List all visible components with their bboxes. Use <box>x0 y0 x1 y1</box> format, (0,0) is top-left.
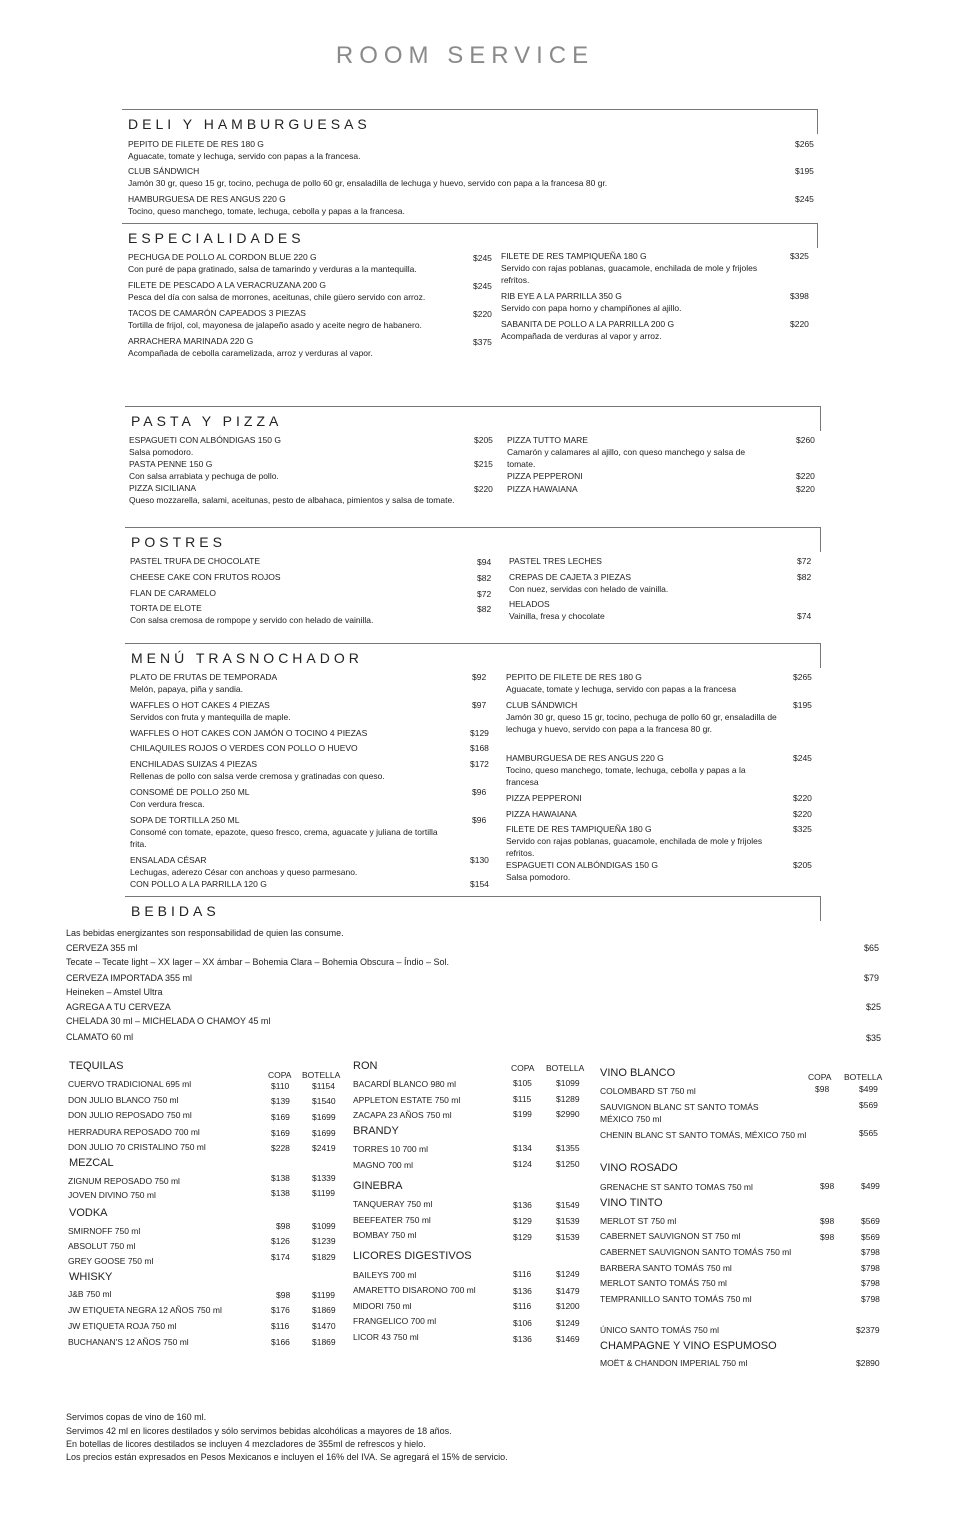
drink-name: BAILEYS 700 ml <box>353 1270 417 1280</box>
menu-item: CHEESE CAKE CON FRUTOS ROJOS <box>130 572 281 582</box>
category-title: VINO BLANCO <box>600 1067 676 1079</box>
menu-price: $96 <box>472 815 487 825</box>
drink-name: APPLETON ESTATE 750 ml <box>353 1095 461 1105</box>
menu-item: FLAN DE CARAMELO <box>130 588 216 598</box>
menu-item: FILETE DE PESCADO A LA VERACRUZANA 200 G Pesca del día con salsa de morrones, aceitunas, chile güero servido con arroz. <box>128 280 426 302</box>
drink-price: $35 <box>866 1033 882 1043</box>
drink-name: ÚNICO SANTO TOMÁS 750 ml <box>600 1325 720 1335</box>
drink-name: LICOR 43 750 ml <box>353 1332 419 1342</box>
menu-item: HELADOS Vainilla, fresa y chocolate <box>509 599 605 621</box>
drink-name: BACARDÍ BLANCO 980 ml <box>353 1079 456 1089</box>
menu-item: PIZZA HAWAIANA <box>506 809 577 819</box>
menu-price: $72 <box>477 589 492 599</box>
drink-name: MERLOT ST 750 ml <box>600 1216 677 1226</box>
note: Servimos copas de vino de 160 ml. <box>66 1412 207 1422</box>
botella-price: $1355 <box>556 1143 580 1153</box>
menu-item: CREPAS DE CAJETA 3 PIEZAS Con nuez, servidas con helado de vainilla. <box>509 572 669 594</box>
page-title: ROOM SERVICE <box>335 42 595 69</box>
botella-price: $569 <box>861 1216 880 1226</box>
drink-name: ZIGNUM REPOSADO 750 ml <box>68 1176 180 1186</box>
drink-name: CHENIN BLANC ST SANTO TOMÁS, MÉXICO 750 ml <box>600 1130 807 1140</box>
menu-price: $82 <box>477 573 492 583</box>
drink-name: MAGNO 700 ml <box>353 1160 413 1170</box>
drink-name: TANQUERAY 750 ml <box>353 1199 433 1209</box>
copa-price: $134 <box>513 1143 532 1153</box>
drink-name: DON JULIO 70 CRISTALINO 750 ml <box>68 1142 206 1152</box>
menu-price: $129 <box>470 728 489 738</box>
menu-item: PIZZA PEPPERONI <box>506 793 582 803</box>
menu-item: TORTA DE ELOTE Con salsa cremosa de rompope y servido con helado de vainilla. <box>130 603 374 625</box>
menu-price: $205 <box>793 860 812 870</box>
drink-name: JOVEN DIVINO 750 ml <box>68 1190 156 1200</box>
drink-name: JW ETIQUETA NEGRA 12 AÑOS 750 ml <box>68 1305 222 1315</box>
menu-price: $94 <box>477 557 492 567</box>
menu-price: $220 <box>793 809 812 819</box>
menu-item: SABANITA DE POLLO A LA PARRILLA 200 G Acompañada de verduras al vapor y arroz. <box>501 319 675 341</box>
menu-item: PIZZA SICILIANA Queso mozzarella, salami, aceitunas, pesto de albahaca, pimientos y salsa de tomate. <box>129 483 455 505</box>
botella-price: $2890 <box>856 1358 880 1368</box>
copa-price: $136 <box>513 1200 532 1210</box>
menu-price: $72 <box>797 556 812 566</box>
menu-price: $220 <box>473 309 492 319</box>
menu-item: PEPITO DE FILETE DE RES 180 G Aguacate, tomate y lechuga, servido con papas a la francesa. <box>128 139 361 161</box>
category-title: CHAMPAGNE Y VINO ESPUMOSO <box>600 1340 777 1352</box>
botella-price: $1869 <box>312 1305 336 1315</box>
section-header-especialidades <box>122 223 818 248</box>
botella-price: $1539 <box>556 1232 580 1242</box>
copa-price: $126 <box>271 1236 290 1246</box>
botella-label: BOTELLA <box>844 1072 883 1082</box>
menu-price: $245 <box>473 253 492 263</box>
menu-item: FILETE DE RES TAMPIQUEÑA 180 G Servido con rajas poblanas, guacamole, enchilada de mole y frijoles refritos. <box>506 824 763 858</box>
drink-name: COLOMBARD ST 750 ml <box>600 1086 696 1096</box>
copa-label: COPA <box>511 1063 535 1073</box>
menu-price: $220 <box>793 793 812 803</box>
drink-name: J&B 750 ml <box>68 1289 112 1299</box>
section-title: MENÚ TRASNOCHADOR <box>131 650 363 666</box>
copa-price: $169 <box>271 1112 290 1122</box>
drink-item: CLAMATO 60 ml <box>66 1032 134 1042</box>
category-title: BRANDY <box>353 1125 399 1137</box>
drink-item: CERVEZA IMPORTADA 355 ml Heineken – Amstel Ultra <box>66 973 193 997</box>
category-title: WHISKY <box>69 1271 113 1283</box>
drink-name: GRENACHE ST SANTO TOMAS 750 ml <box>600 1182 753 1192</box>
botella-price: $1470 <box>312 1321 336 1331</box>
category-title: GINEBRA <box>353 1180 403 1192</box>
copa-price: $116 <box>271 1321 290 1331</box>
drink-name: FRANGELICO 700 ml <box>353 1316 437 1326</box>
drink-name: GREY GOOSE 750 ml <box>68 1256 154 1266</box>
drink-name: MOËT & CHANDON IMPERIAL 750 ml <box>600 1358 748 1368</box>
note: En botellas de licores destilados se incluyen 4 mezcladores de 355ml de refrescos y hielo. <box>66 1439 426 1449</box>
drink-name: SMIRNOFF 750 ml <box>68 1226 141 1236</box>
menu-price: $265 <box>793 672 812 682</box>
menu-item: PASTEL TRES LECHES <box>509 556 602 566</box>
menu-price: $130 <box>470 855 489 865</box>
drink-price: $79 <box>864 973 880 983</box>
copa-price: $228 <box>271 1143 290 1153</box>
drink-name: ZACAPA 23 AÑOS 750 ml <box>353 1110 452 1120</box>
copa-price: $136 <box>513 1286 532 1296</box>
botella-price: $798 <box>861 1278 880 1288</box>
botella-price: $1469 <box>556 1334 580 1344</box>
botella-price: $499 <box>861 1181 880 1191</box>
menu-item: TACOS DE CAMARÓN CAPEADOS 3 PIEZAS Tortilla de frijol, col, mayonesa de jalapeño asado y aceite negro de habanero. <box>128 308 422 330</box>
menu-item: ESPAGUETI CON ALBÓNDIGAS 150 G Salsa pomodoro. <box>506 860 658 882</box>
botella-price: $569 <box>861 1232 880 1242</box>
section-title: POSTRES <box>131 534 226 550</box>
copa-price: $174 <box>271 1252 290 1262</box>
menu-item: HAMBURGUESA DE RES ANGUS 220 G Tocino, queso manchego, tomate, lechuga, cebolla y papas a la francesa <box>506 753 746 787</box>
menu-item: PASTEL TRUFA DE CHOCOLATE <box>130 556 261 566</box>
botella-price: $1249 <box>556 1318 580 1328</box>
menu-price: $96 <box>472 787 487 797</box>
menu-price: $325 <box>790 251 809 261</box>
menu-item: ARRACHERA MARINADA 220 G Acompañada de cebolla caramelizada, arroz y verduras al vapor. <box>128 336 373 358</box>
section-header-trasnochador <box>125 643 821 668</box>
botella-price: $1549 <box>556 1200 580 1210</box>
copa-price: $98 <box>276 1290 291 1300</box>
copa-price: $129 <box>513 1216 532 1226</box>
botella-price: $798 <box>861 1263 880 1273</box>
copa-price: $169 <box>271 1128 290 1138</box>
menu-item: SOPA DE TORTILLA 250 ML Consomé con tomate, epazote, queso fresco, crema, aguacate y juliana de tortilla frita. <box>130 815 438 849</box>
drink-name: HERRADURA REPOSADO 700 ml <box>68 1127 200 1137</box>
botella-price: $565 <box>859 1128 878 1138</box>
drink-name: TEMPRANILLO SANTO TOMÁS 750 ml <box>600 1294 752 1304</box>
botella-price: $1199 <box>312 1188 336 1198</box>
menu-item: CHILAQUILES ROJOS O VERDES CON POLLO O HUEVO <box>130 743 358 753</box>
botella-price: $1699 <box>312 1112 336 1122</box>
category-title: VODKA <box>69 1207 108 1219</box>
menu-price: $205 <box>474 435 493 445</box>
menu-item: WAFFLES O HOT CAKES CON JAMÓN O TOCINO 4 PIEZAS <box>130 728 368 738</box>
menu-item: PIZZA HAWAIANA <box>507 484 578 494</box>
category-title: RON <box>353 1060 378 1072</box>
menu-item: PIZZA PEPPERONI <box>507 471 583 481</box>
menu-price: $215 <box>474 459 493 469</box>
copa-price: $98 <box>820 1181 835 1191</box>
botella-price: $798 <box>861 1247 880 1257</box>
drink-item: CERVEZA 355 ml Tecate – Tecate light – XX lager – XX ámbar – Bohemia Clara – Bohemia Obscura – Índio – Sol. <box>66 943 450 967</box>
botella-price: $798 <box>861 1294 880 1304</box>
botella-price: $1099 <box>312 1221 336 1231</box>
botella-price: $1154 <box>312 1081 336 1091</box>
section-header-bebidas <box>125 896 821 921</box>
category-title: TEQUILAS <box>69 1060 124 1072</box>
menu-item: CLUB SÁNDWICH Jamón 30 gr, queso 15 gr, tocino, pechuga de pollo 60 gr, ensaladilla de lechuga y huevo, servido con papa a la francesa 80 gr. <box>128 166 608 188</box>
botella-price: $1200 <box>556 1301 580 1311</box>
category-title: VINO TINTO <box>600 1197 663 1209</box>
menu-price: $154 <box>470 879 489 889</box>
drink-name: TORRES 10 700 ml <box>353 1144 428 1154</box>
copa-price: $106 <box>513 1318 532 1328</box>
menu-price: $92 <box>472 672 487 682</box>
section-title: PASTA Y PIZZA <box>131 413 283 429</box>
botella-price: $1239 <box>312 1236 336 1246</box>
drink-name: BARBERA SANTO TOMÁS 750 ml <box>600 1263 732 1273</box>
drink-name: DON JULIO REPOSADO 750 ml <box>68 1110 192 1120</box>
menu-item: CONSOMÉ DE POLLO 250 ML Con verdura fresca. <box>130 787 250 809</box>
menu-price: $220 <box>796 471 815 481</box>
copa-price: $199 <box>513 1109 532 1119</box>
category-title: LICORES DIGESTIVOS <box>353 1250 472 1262</box>
botella-price: $1289 <box>556 1094 580 1104</box>
menu-price: $265 <box>795 139 814 149</box>
botella-label: BOTELLA <box>302 1070 341 1080</box>
menu-item: CLUB SÁNDWICH Jamón 30 gr, queso 15 gr, tocino, pechuga de pollo 60 gr, ensaladilla de lechuga y huevo, servido con papa a la francesa 80 gr. <box>506 700 777 734</box>
disclaimer: Las bebidas energizantes son responsabilidad de quien las consume. <box>66 928 344 938</box>
section-header-deli <box>122 109 818 134</box>
drink-name: MERLOT SANTO TOMÁS 750 ml <box>600 1278 727 1288</box>
botella-price: $1699 <box>312 1128 336 1138</box>
drink-name: CABERNET SAUVIGNON ST 750 ml <box>600 1231 741 1241</box>
copa-price: $176 <box>271 1305 290 1315</box>
botella-price: $499 <box>859 1084 878 1094</box>
note: Los precios están expresados en Pesos Mexicanos e incluyen el 16% del IVA. Se agregará el 15% de servicio. <box>66 1452 508 1462</box>
menu-price: $260 <box>796 435 815 445</box>
copa-price: $166 <box>271 1337 290 1347</box>
drink-price: $65 <box>864 943 880 953</box>
drink-name: JW ETIQUETA ROJA 750 ml <box>68 1321 177 1331</box>
copa-price: $98 <box>815 1084 830 1094</box>
menu-price: $220 <box>796 484 815 494</box>
drink-name: AMARETTO DISARONO 700 ml <box>353 1285 476 1295</box>
botella-price: $2419 <box>312 1143 336 1153</box>
drink-name: ABSOLUT 750 ml <box>68 1241 136 1251</box>
copa-price: $129 <box>513 1232 532 1242</box>
copa-price: $136 <box>513 1334 532 1344</box>
menu-item: HAMBURGUESA DE RES ANGUS 220 G Tocino, queso manchego, tomate, lechuga, cebolla y papas a la francesa. <box>128 194 405 216</box>
menu-item: FILETE DE RES TAMPIQUEÑA 180 G Servido con rajas poblanas, guacamole, enchilada de mole y frijoles refritos. <box>501 251 758 285</box>
drink-name: DON JULIO BLANCO 750 ml <box>68 1095 179 1105</box>
menu-item: PECHUGA DE POLLO AL CORDON BLUE 220 G Con puré de papa gratinado, salsa de tamarindo y verduras a la mantequilla. <box>128 252 417 274</box>
botella-price: $1829 <box>312 1252 336 1262</box>
botella-price: $1250 <box>556 1159 580 1169</box>
copa-price: $138 <box>271 1188 290 1198</box>
menu-price: $172 <box>470 759 489 769</box>
menu-price: $82 <box>797 572 812 582</box>
menu-price: $245 <box>795 194 814 204</box>
copa-price: $138 <box>271 1173 290 1183</box>
menu-price: $220 <box>790 319 809 329</box>
menu-price: $245 <box>473 281 492 291</box>
category-title: MEZCAL <box>69 1157 114 1169</box>
botella-price: $1199 <box>312 1290 336 1300</box>
menu-item: ESPAGUETI CON ALBÓNDIGAS 150 G Salsa pomodoro. <box>129 435 281 457</box>
menu-item: ENSALADA CÉSAR Lechugas, aderezo César con anchoas y queso parmesano. <box>130 855 358 877</box>
botella-price: $1540 <box>312 1096 336 1106</box>
botella-price: $2990 <box>556 1109 580 1119</box>
menu-price: $220 <box>474 484 493 494</box>
drink-price: $25 <box>866 1002 882 1012</box>
drink-name: SAUVIGNON BLANC ST SANTO TOMÁS MÉXICO 750 ml <box>600 1102 759 1124</box>
drink-name: BUCHANAN'S 12 AÑOS 750 ml <box>68 1337 189 1347</box>
menu-item: WAFFLES O HOT CAKES 4 PIEZAS Servidos con fruta y mantequilla de maple. <box>130 700 291 722</box>
copa-price: $110 <box>271 1081 290 1091</box>
menu-price: $375 <box>473 337 492 347</box>
copa-price: $124 <box>513 1159 532 1169</box>
menu-item: RIB EYE A LA PARRILLA 350 G Servido con papa horno y champiñones al ajillo. <box>501 291 682 313</box>
botella-price: $1339 <box>312 1173 336 1183</box>
menu-price: $97 <box>472 700 487 710</box>
copa-price: $98 <box>820 1216 835 1226</box>
drink-name: BOMBAY 750 ml <box>353 1230 417 1240</box>
copa-price: $139 <box>271 1096 290 1106</box>
botella-price: $2379 <box>856 1325 880 1335</box>
menu-item: CON POLLO A LA PARRILLA 120 G <box>130 879 267 889</box>
menu-price: $195 <box>793 700 812 710</box>
menu-price: $325 <box>793 824 812 834</box>
menu-item: PEPITO DE FILETE DE RES 180 G Aguacate, tomate y lechuga, servido con papas a la francesa <box>506 672 737 694</box>
copa-price: $116 <box>513 1301 532 1311</box>
botella-price: $1249 <box>556 1269 580 1279</box>
botella-price: $1539 <box>556 1216 580 1226</box>
copa-label: COPA <box>808 1072 832 1082</box>
copa-price: $116 <box>513 1269 532 1279</box>
copa-label: COPA <box>268 1070 292 1080</box>
section-header-postres <box>125 527 821 552</box>
note: Servimos 42 ml en licores destilados y sólo servimos bebidas alcohólicas a mayores de 18 años. <box>66 1426 452 1436</box>
menu-price: $195 <box>795 166 814 176</box>
menu-price: $74 <box>797 611 812 621</box>
drink-item: AGREGA A TU CERVEZA CHELADA 30 ml – MICHELADA O CHAMOY 45 ml <box>66 1002 271 1026</box>
botella-price: $1099 <box>556 1078 580 1088</box>
menu-price: $398 <box>790 291 809 301</box>
botella-price: $1479 <box>556 1286 580 1296</box>
botella-label: BOTELLA <box>546 1063 585 1073</box>
menu-price: $168 <box>470 743 489 753</box>
category-title: VINO ROSADO <box>600 1162 678 1174</box>
menu-item: PASTA PENNE 150 G Con salsa arrabiata y pechuga de pollo. <box>129 459 279 481</box>
section-title: BEBIDAS <box>131 903 220 919</box>
copa-price: $105 <box>513 1078 532 1088</box>
section-header-pasta <box>125 406 821 431</box>
drink-name: CABERNET SAUVIGNON SANTO TOMÁS 750 ml <box>600 1247 792 1257</box>
section-title: DELI Y HAMBURGUESAS <box>128 116 371 132</box>
copa-price: $98 <box>820 1232 835 1242</box>
copa-price: $115 <box>513 1094 532 1104</box>
copa-price: $98 <box>276 1221 291 1231</box>
menu-item: PIZZA TUTTO MARE Camarón y calamares al ajillo, con queso manchego y salsa de tomate. <box>507 435 746 469</box>
menu-price: $82 <box>477 604 492 614</box>
section-title: ESPECIALIDADES <box>128 230 305 246</box>
menu-item: ENCHILADAS SUIZAS 4 PIEZAS Rellenas de pollo con salsa verde cremosa y gratinadas con queso. <box>130 759 385 781</box>
drink-name: BEEFEATER 750 ml <box>353 1215 431 1225</box>
botella-price: $569 <box>859 1100 878 1110</box>
botella-price: $1869 <box>312 1337 336 1347</box>
drink-name: CUERVO TRADICIONAL 695 ml <box>68 1079 192 1089</box>
drink-name: MIDORI 750 ml <box>353 1301 412 1311</box>
menu-item: PLATO DE FRUTAS DE TEMPORADA Melón, papaya, piña y sandia. <box>130 672 278 694</box>
menu-price: $245 <box>793 753 812 763</box>
